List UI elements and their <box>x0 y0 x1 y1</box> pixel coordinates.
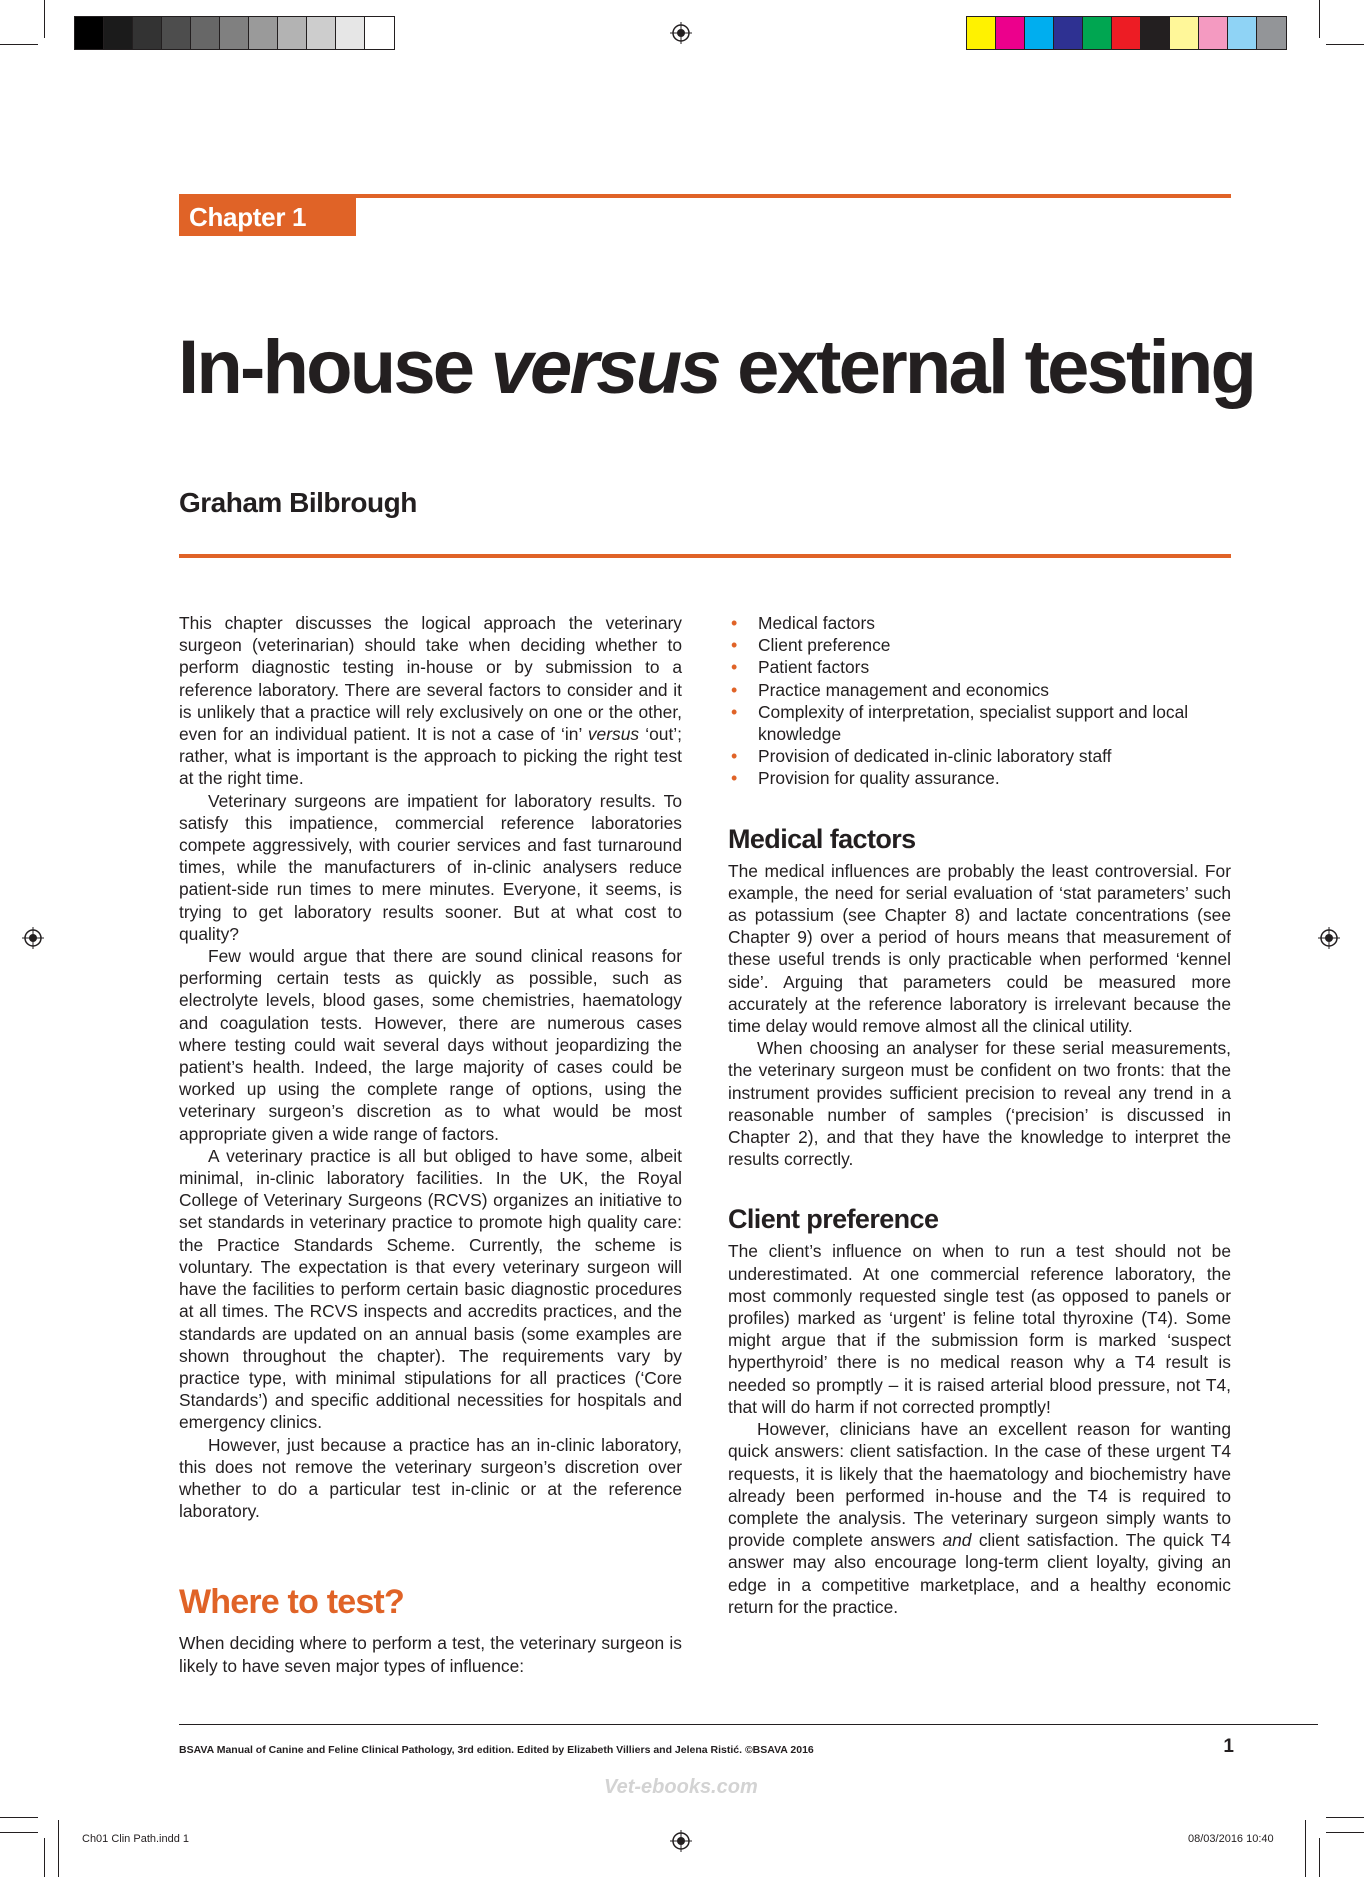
paragraph: Few would argue that there are sound clinical reasons for performing certain tests as quickly as possible, such as electrolyte levels, blood gases, some chemistries, haematology and coagulation tests. However, there are numerous cases where testing could wait several days without jeopardizing the patient’s health. Indeed, the large majority of cases could be worked up using the complete range of options, using the veterinary surgeon’s discretion as to what would be most appropriate given a wide range of factors. <box>179 946 682 1144</box>
crop-mark <box>0 44 38 45</box>
crop-mark <box>0 1832 38 1833</box>
bullet-icon: • <box>731 657 738 678</box>
color-swatch <box>249 17 278 49</box>
color-swatch <box>1228 17 1257 49</box>
registration-mark-icon <box>22 927 44 949</box>
color-swatch <box>996 17 1025 49</box>
crop-mark <box>1326 1817 1364 1818</box>
color-swatch <box>1257 17 1286 49</box>
paragraph: When deciding where to perform a test, the veterinary surgeon is likely to have seven major types of influence: <box>179 1633 682 1676</box>
list-item <box>728 767 1231 789</box>
color-swatch <box>1141 17 1170 49</box>
color-swatch <box>1112 17 1141 49</box>
color-swatch <box>191 17 220 49</box>
crop-mark <box>1319 0 1320 38</box>
bullet-icon: • <box>731 635 738 656</box>
section-heading-client-preference: Client preference <box>728 1204 939 1235</box>
cmyk-color-bar <box>966 16 1287 50</box>
paragraph-text: However, clinicians have an excellent reason for wanting quick answers: client satisfaction. In the case of these urgent T4 requests, it is likely that the haematology and biochemistry have already been performed in-house and the T4 is required to complete the analysis. The veterinary surgeon simply wants to provide complete answers <box>728 1419 1231 1551</box>
paragraph: Veterinary surgeons are impatient for laboratory results. To satisfy this impatience, commercial reference laboratories compete aggressively, with courier services and fast turnaround times, while the manufacturers of in-clinic analysers reduce patient-side run times to mere minutes. Everyone, it seems, is trying to get laboratory results sooner. But at what cost to quality? <box>179 790 682 944</box>
color-swatch <box>1199 17 1228 49</box>
grayscale-color-bar <box>74 16 395 50</box>
paragraph-text: ‘out’; rather, what is important is the approach to picking the right test at the right time. <box>179 724 682 789</box>
crop-mark <box>1319 1838 1320 1877</box>
author-name: Graham Bilbrough <box>179 487 417 518</box>
bullet-icon: • <box>731 679 738 700</box>
color-swatch <box>1083 17 1112 49</box>
title-part: external testing <box>718 325 1255 410</box>
color-swatch <box>336 17 365 49</box>
title-part-italic: versus <box>490 325 719 410</box>
crop-mark <box>1305 1820 1306 1877</box>
registration-mark-icon <box>1318 927 1340 949</box>
paragraph <box>728 1418 1231 1618</box>
list-item-text: Patient factors <box>758 657 870 678</box>
registration-mark-icon <box>670 1830 692 1852</box>
paragraph-text: client satisfaction. The quick T4 answer may also encourage long-term client loyalty, giving an edge in a competitive marketplace, and a healthy economic return for the practice. <box>728 1530 1231 1617</box>
color-swatch <box>133 17 162 49</box>
list-item-text: Client preference <box>758 635 891 656</box>
paragraph: The medical influences are probably the least controversial. For example, the need for serial evaluation of ‘stat parameters’ such as potassium (see Chapter 8) and lactate concentrations (see Chapter 9) over a period of hours means that measurement of these useful trends is only practicable when performed ‘kennel side’. Arguing that parameters could be measured more accurately at the reference laboratory is irrelevant because the time delay would remove almost all the clinical utility. <box>728 860 1231 1037</box>
list-item <box>728 656 1231 678</box>
bullet-icon: • <box>731 746 738 767</box>
list-item <box>728 679 1231 701</box>
bullet-icon: • <box>731 613 738 633</box>
color-swatch <box>1170 17 1199 49</box>
bullet-icon: • <box>731 768 738 789</box>
list-item-text: Medical factors <box>758 613 875 633</box>
crop-mark <box>44 1838 45 1877</box>
list-item <box>728 745 1231 767</box>
paragraph: A veterinary practice is all but obliged to have some, albeit minimal, in-clinic laboratory facilities. In the UK, the Royal College of Veterinary Surgeons (RCVS) organizes an initiative to set standards in veterinary practice to promote high quality care: the Practice Standards Scheme. Currently, the scheme is voluntary. The expectation is that every veterinary surgeon will have the facilities to perform certain basic diagnostic procedures at all times. The RCVS inspects and accredits practices, and the standards are updated on an annual basis (some examples are shown throughout the chapter). The requirements vary by practice type, with minimal stipulations for all practices (‘Core Standards’) and specific additional necessities for hospitals and emergency clinics. <box>179 1145 682 1433</box>
slug-filename: Ch01 Clin Path.indd 1 <box>82 1833 190 1845</box>
color-swatch <box>1054 17 1083 49</box>
color-swatch <box>75 17 104 49</box>
color-swatch <box>104 17 133 49</box>
influence-list <box>728 612 1231 790</box>
section-heading-where-to-test: Where to test? <box>179 1583 404 1622</box>
footer-citation: BSAVA Manual of Canine and Feline Clinical Pathology, 3rd edition. Edited by Elizabeth Villiers and Jelena Ristić. ©BSAVA 2016 <box>179 1744 814 1756</box>
bullet-icon: • <box>731 701 738 722</box>
paragraph-italic: and <box>942 1530 972 1551</box>
color-swatch <box>1025 17 1054 49</box>
section-heading-medical-factors: Medical factors <box>728 823 916 854</box>
color-swatch <box>365 17 394 49</box>
list-item-text: Provision for quality assurance. <box>758 768 1000 789</box>
paragraph: The client’s influence on when to run a test should not be underestimated. At one commercial reference laboratory, the most commonly requested single test (as opposed to panels or profiles) marked as ‘urgent’ is feline total thyroxine (T4). Some might argue that if the submission form is marked ‘suspect hyperthyroid’ there is no medical reason why a T4 result is needed so promptly – it is raised arterial blood pressure, not T4, that will do harm if not corrected promptly! <box>728 1241 1231 1417</box>
paragraph: When choosing an analyser for these serial measurements, the veterinary surgeon must be confident on two fronts: that the instrument provides sufficient precision to reveal any trend in a reasonable number of samples (‘precision’ is discussed in Chapter 2), and that they have the knowledge to interpret the results correctly. <box>728 1038 1231 1170</box>
crop-mark <box>1326 44 1364 45</box>
chapter-rule-bottom <box>179 554 1231 558</box>
crop-mark <box>1326 1832 1364 1833</box>
chapter-title <box>178 318 1254 418</box>
left-column <box>179 612 682 1677</box>
chapter-label: Chapter 1 <box>179 198 356 236</box>
registration-mark-icon <box>670 22 692 44</box>
paragraph <box>179 612 682 790</box>
footer-rule <box>179 1724 1318 1725</box>
paragraph-italic: versus <box>587 724 640 745</box>
watermark: Vet-ebooks.com <box>604 1776 758 1798</box>
right-column <box>728 612 1231 1618</box>
list-item-text: Practice management and economics <box>758 679 1049 700</box>
list-item-text: Complexity of interpretation, specialist support and local knowledge <box>758 701 1189 745</box>
list-item <box>728 612 1231 634</box>
crop-mark <box>0 1817 38 1818</box>
page-number: 1 <box>1223 1736 1234 1757</box>
list-item-text: Provision of dedicated in-clinic laboratory staff <box>758 746 1112 767</box>
title-part: In-house <box>178 325 491 410</box>
crop-mark <box>58 1820 59 1877</box>
color-swatch <box>220 17 249 49</box>
crop-mark <box>44 0 45 38</box>
slug-timestamp: 08/03/2016 10:40 <box>1188 1833 1274 1845</box>
color-swatch <box>278 17 307 49</box>
paragraph-text: This chapter discusses the logical approach the veterinary surgeon (veterinarian) should take when deciding whether to perform diagnostic testing in-house or by submission to a reference laboratory. There are several factors to consider and it is unlikely that a practice will rely exclusively on one or the other, even for an individual patient. It is not a case of ‘in’ <box>179 613 682 745</box>
color-swatch <box>162 17 191 49</box>
list-item <box>728 634 1231 656</box>
color-swatch <box>967 17 996 49</box>
color-swatch <box>307 17 336 49</box>
paragraph: However, just because a practice has an in-clinic laboratory, this does not remove the veterinary surgeon’s discretion over whether to do a particular test in-clinic or at the reference laboratory. <box>179 1434 682 1522</box>
list-item <box>728 701 1231 745</box>
